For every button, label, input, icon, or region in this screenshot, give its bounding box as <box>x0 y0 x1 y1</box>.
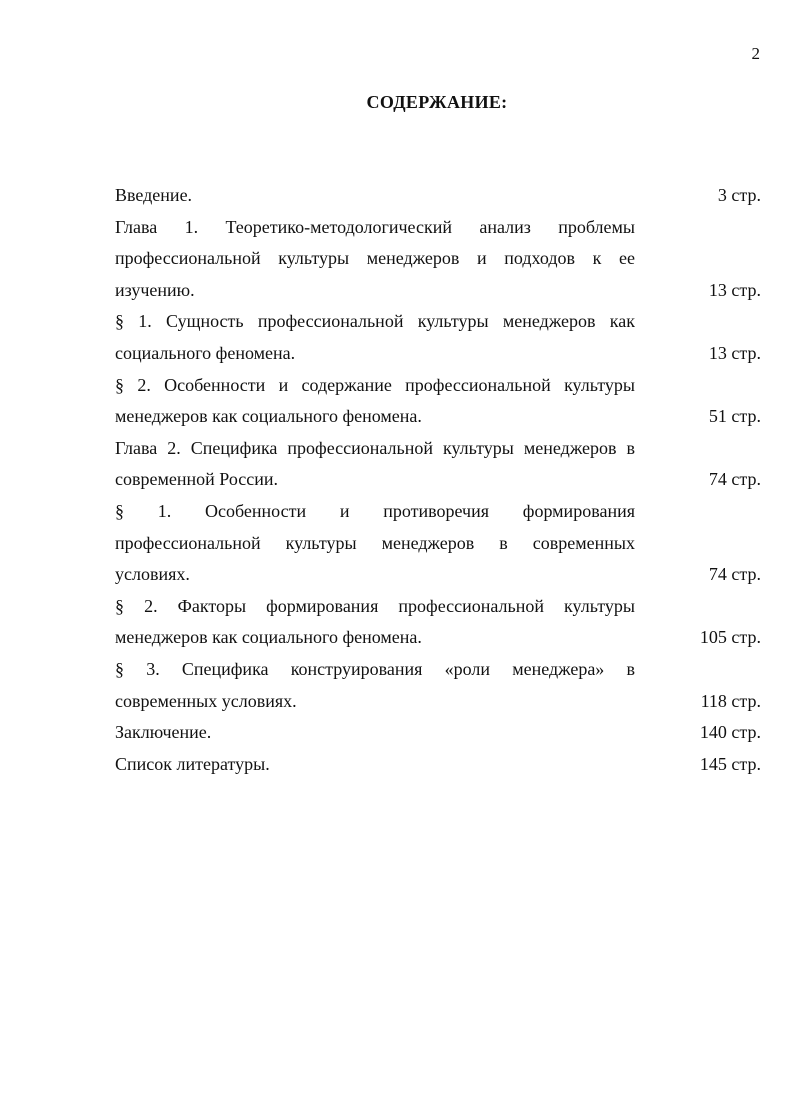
page-title: СОДЕРЖАНИЕ: <box>366 92 508 112</box>
toc-entry-line: Глава 2. Специфика профессиональной культуры менеджеров в <box>115 437 635 458</box>
toc-entry-page: 145 стр. <box>699 753 761 774</box>
toc-entry <box>115 306 761 369</box>
toc-entry-title <box>115 306 635 369</box>
toc-entry-line: § 2. Особенности и содержание профессиональной культуры <box>115 374 635 395</box>
toc-entry-line: Заключение. <box>115 722 212 743</box>
toc-entry-page: 74 стр. <box>708 469 761 490</box>
toc-entry <box>115 370 761 433</box>
toc-entry-title <box>115 749 635 781</box>
toc-entry <box>115 180 761 212</box>
toc-entry-page: 118 стр. <box>700 690 761 711</box>
toc-entry <box>115 654 761 717</box>
toc-entry-title <box>115 591 635 654</box>
toc-entry-page: 140 стр. <box>699 722 761 743</box>
toc-entry-page: 105 стр. <box>699 627 761 648</box>
toc-entry-line: Введение. <box>115 185 193 205</box>
toc-entry-line: менеджеров как социального феномена. <box>115 627 422 648</box>
toc-entry-line: § 1. Особенности и противоречия формирования <box>115 500 635 521</box>
toc-entry-page: 74 стр. <box>708 564 761 585</box>
toc-entry-page: 51 стр. <box>708 406 761 427</box>
toc-entry-title <box>115 433 635 496</box>
table-of-contents <box>115 180 761 780</box>
toc-entry-line: социального феномена. <box>115 342 296 363</box>
page-number: 2 <box>751 44 760 63</box>
toc-entry-line: профессиональной культуры менеджеров и подходов к ее <box>115 248 635 269</box>
toc-entry-title <box>115 654 635 717</box>
toc-entry-line: профессиональной культуры менеджеров в современных <box>115 532 635 553</box>
toc-entry <box>115 717 761 749</box>
toc-entry-line: современной России. <box>115 469 279 490</box>
toc-entry-page: 13 стр. <box>708 342 761 363</box>
toc-entry-page: 13 стр. <box>708 279 761 300</box>
toc-entry <box>115 433 761 496</box>
toc-entry-title <box>115 717 635 749</box>
toc-entry-title <box>115 212 635 307</box>
toc-entry-title <box>115 496 635 591</box>
toc-entry-line: Список литературы. <box>115 753 270 774</box>
toc-entry-line: § 1. Сущность профессиональной культуры менеджеров как <box>115 311 635 332</box>
toc-entry-title <box>115 180 635 212</box>
toc-entry-line: Глава 1. Теоретико-методологический анализ проблемы <box>115 216 635 237</box>
toc-entry-page: 3 стр. <box>717 185 761 205</box>
toc-entry <box>115 749 761 781</box>
toc-entry-line: современных условиях. <box>115 690 297 711</box>
toc-entry-line: § 2. Факторы формирования профессиональной культуры <box>115 595 635 616</box>
toc-entry-line: изучению. <box>115 279 195 300</box>
toc-entry <box>115 212 761 307</box>
toc-entry <box>115 496 761 591</box>
toc-entry-title <box>115 370 635 433</box>
toc-entry <box>115 591 761 654</box>
toc-entry-line: менеджеров как социального феномена. <box>115 406 422 427</box>
toc-entry-line: условиях. <box>115 564 190 585</box>
toc-entry-line: § 3. Специфика конструирования «роли менеджера» в <box>115 658 635 679</box>
